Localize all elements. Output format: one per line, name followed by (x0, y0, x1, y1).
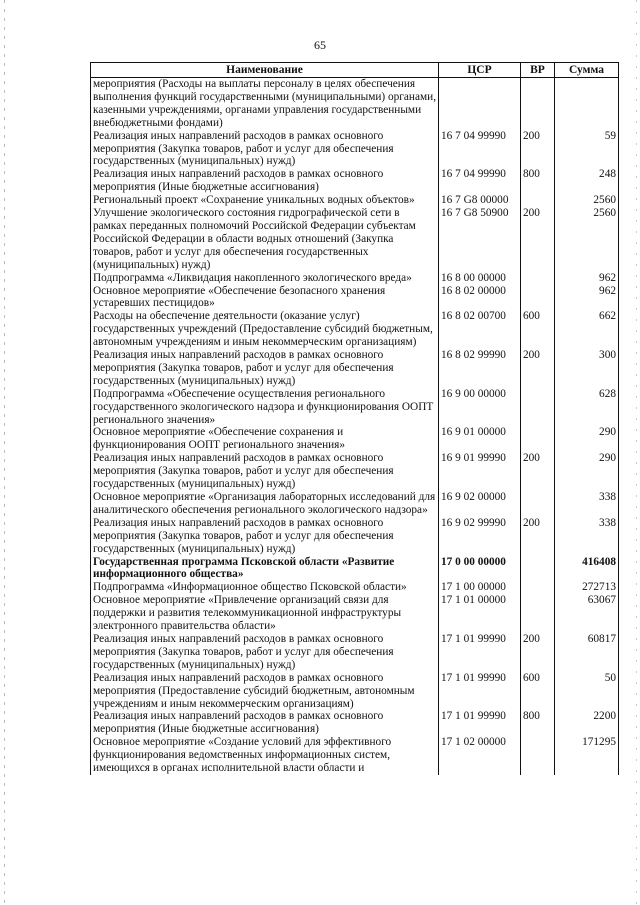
name-cell: Основное мероприятие «Обеспечение сохранения и функционирования ООПТ регионального значения» (91, 426, 439, 452)
csr-cell: 17 1 01 99990 (439, 633, 521, 672)
vr-cell (521, 388, 555, 427)
table-row (91, 272, 619, 285)
csr-cell: 16 8 02 99990 (439, 349, 521, 388)
vr-cell (521, 491, 555, 517)
table-header-row (91, 63, 619, 78)
sum-cell: 662 (555, 310, 619, 349)
scan-edge-right (636, 0, 637, 905)
sum-cell: 2560 (555, 194, 619, 207)
vr-cell: 600 (521, 672, 555, 711)
name-cell: Реализация иных направлений расходов в рамках основного мероприятия (Предоставление субсидий бюджетным, автономным учреждениям и иным некоммерческим организациям) (91, 672, 439, 711)
vr-cell: 800 (521, 710, 555, 736)
csr-cell: 17 1 00 00000 (439, 581, 521, 594)
csr-cell: 16 9 01 99990 (439, 452, 521, 491)
header-vr: ВР (521, 63, 555, 78)
name-cell: Реализация иных направлений расходов в рамках основного мероприятия (Закупка товаров, работ и услуг для обеспечения государственных (муниципальных) нужд) (91, 517, 439, 556)
csr-cell: 16 7 04 99990 (439, 168, 521, 194)
vr-cell: 800 (521, 168, 555, 194)
sum-cell: 962 (555, 285, 619, 311)
vr-cell (521, 594, 555, 633)
name-cell: Реализация иных направлений расходов в рамках основного мероприятия (Закупка товаров, работ и услуг для обеспечения государственных (муниципальных) нужд) (91, 452, 439, 491)
vr-cell (521, 272, 555, 285)
name-cell: Региональный проект «Сохранение уникальных водных объектов» (91, 194, 439, 207)
name-cell: Основное мероприятие «Привлечение организаций связи для поддержки и развития телекоммуникационной инфраструктуры электронного правительства области» (91, 594, 439, 633)
vr-cell (521, 736, 555, 775)
budget-table (90, 62, 619, 775)
table-row (91, 710, 619, 736)
scan-edge-left (4, 0, 5, 905)
name-cell: Подпрограмма «Ликвидация накопленного экологического вреда» (91, 272, 439, 285)
header-csr: ЦСР (439, 63, 521, 78)
csr-cell: 16 9 02 00000 (439, 491, 521, 517)
sum-cell: 60817 (555, 633, 619, 672)
page-number: 65 (314, 38, 326, 52)
csr-cell: 16 9 00 00000 (439, 388, 521, 427)
csr-cell: 17 1 01 99990 (439, 672, 521, 711)
name-cell: Подпрограмма «Информационное общество Псковской области» (91, 581, 439, 594)
table-row (91, 194, 619, 207)
sum-cell: 248 (555, 168, 619, 194)
table-row (91, 594, 619, 633)
sum-cell (555, 78, 619, 130)
vr-cell: 200 (521, 349, 555, 388)
name-cell: мероприятия (Расходы на выплаты персоналу в целях обеспечения выполнения функций государственными (муниципальными) органами, казенными учреждениями, органами управления государственными внебюджетными фондами) (91, 78, 439, 130)
sum-cell: 338 (555, 517, 619, 556)
table-row (91, 556, 619, 582)
csr-cell: 16 8 02 00000 (439, 285, 521, 311)
vr-cell: 600 (521, 310, 555, 349)
csr-cell: 16 9 02 99990 (439, 517, 521, 556)
table-row (91, 426, 619, 452)
sum-cell: 50 (555, 672, 619, 711)
table-row (91, 452, 619, 491)
sum-cell: 2560 (555, 207, 619, 272)
sum-cell: 63067 (555, 594, 619, 633)
table-row (91, 207, 619, 272)
vr-cell: 200 (521, 130, 555, 169)
sum-cell: 962 (555, 272, 619, 285)
csr-cell: 16 7 G8 50900 (439, 207, 521, 272)
table-row (91, 672, 619, 711)
table-row (91, 736, 619, 775)
csr-cell: 16 7 04 99990 (439, 130, 521, 169)
sum-cell: 171295 (555, 736, 619, 775)
sum-cell: 290 (555, 452, 619, 491)
csr-cell (439, 78, 521, 130)
csr-cell: 16 9 01 00000 (439, 426, 521, 452)
table-body (91, 78, 619, 775)
name-cell: Основное мероприятие «Создание условий для эффективного функционирования ведомственных информационных систем, имеющихся в органах исполнительной власти области и (91, 736, 439, 775)
table-row (91, 349, 619, 388)
csr-cell: 16 7 G8 00000 (439, 194, 521, 207)
name-cell: Реализация иных направлений расходов в рамках основного мероприятия (Закупка товаров, работ и услуг для обеспечения государственных (муниципальных) нужд) (91, 633, 439, 672)
name-cell: Расходы на обеспечение деятельности (оказание услуг) государственных учреждений (Предоставление субсидий бюджетным, автономным учреждениям и иным некоммерческим организациям) (91, 310, 439, 349)
sum-cell: 272713 (555, 581, 619, 594)
table-row (91, 168, 619, 194)
sum-cell: 628 (555, 388, 619, 427)
vr-cell (521, 581, 555, 594)
name-cell: Основное мероприятие «Организация лабораторных исследований для аналитического обеспечения регионального экологического надзора» (91, 491, 439, 517)
name-cell: Реализация иных направлений расходов в рамках основного мероприятия (Иные бюджетные ассигнования) (91, 710, 439, 736)
vr-cell (521, 78, 555, 130)
vr-cell: 200 (521, 633, 555, 672)
name-cell: Реализация иных направлений расходов в рамках основного мероприятия (Закупка товаров, работ и услуг для обеспечения государственных (муниципальных) нужд) (91, 130, 439, 169)
csr-cell: 16 8 02 00700 (439, 310, 521, 349)
sum-cell: 2200 (555, 710, 619, 736)
vr-cell: 200 (521, 207, 555, 272)
table-row (91, 310, 619, 349)
sum-cell: 300 (555, 349, 619, 388)
vr-cell (521, 194, 555, 207)
name-cell: Реализация иных направлений расходов в рамках основного мероприятия (Закупка товаров, работ и услуг для обеспечения государственных (муниципальных) нужд) (91, 349, 439, 388)
header-name: Наименование (91, 63, 439, 78)
table-row (91, 491, 619, 517)
table-row (91, 581, 619, 594)
csr-cell: 16 8 00 00000 (439, 272, 521, 285)
sum-cell: 416408 (555, 556, 619, 582)
vr-cell (521, 426, 555, 452)
table-row (91, 633, 619, 672)
csr-cell: 17 1 01 00000 (439, 594, 521, 633)
name-cell: Улучшение экологического состояния гидрографической сети в рамках переданных полномочий Российской Федерации субъектам Российской Федерации в области водных отношений (Закупка товаров, работ и услуг для обеспечения государственных (муниципальных) нужд) (91, 207, 439, 272)
csr-cell: 17 1 01 99990 (439, 710, 521, 736)
table-row (91, 78, 619, 130)
name-cell: Реализация иных направлений расходов в рамках основного мероприятия (Иные бюджетные ассигнования) (91, 168, 439, 194)
table-row (91, 130, 619, 169)
sum-cell: 338 (555, 491, 619, 517)
vr-cell: 200 (521, 517, 555, 556)
sum-cell: 290 (555, 426, 619, 452)
csr-cell: 17 1 02 00000 (439, 736, 521, 775)
table-row (91, 517, 619, 556)
sum-cell: 59 (555, 130, 619, 169)
table-row (91, 388, 619, 427)
name-cell: Государственная программа Псковской области «Развитие информационного общества» (91, 556, 439, 582)
vr-cell: 200 (521, 452, 555, 491)
vr-cell (521, 556, 555, 582)
header-sum: Сумма (555, 63, 619, 78)
name-cell: Основное мероприятие «Обеспечение безопасного хранения устаревших пестицидов» (91, 285, 439, 311)
csr-cell: 17 0 00 00000 (439, 556, 521, 582)
name-cell: Подпрограмма «Обеспечение осуществления регионального государственного экологического надзора и функционирования ООПТ регионального значения» (91, 388, 439, 427)
vr-cell (521, 285, 555, 311)
table-row (91, 285, 619, 311)
